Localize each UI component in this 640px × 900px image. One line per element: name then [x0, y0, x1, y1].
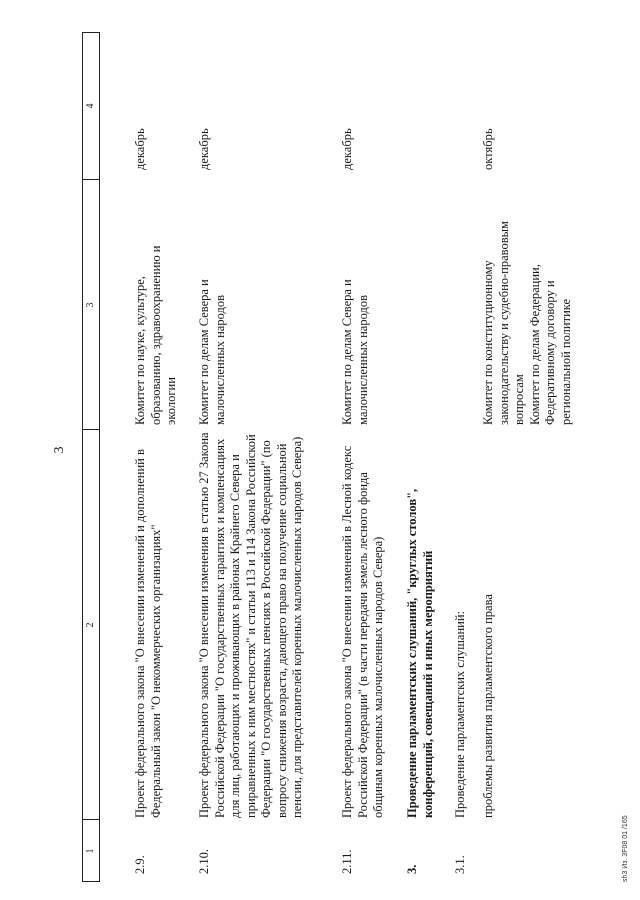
row-number: 2.10.	[197, 849, 211, 874]
table-row	[453, 0, 473, 900]
row-title: Проведение парламентских слушаний:	[453, 610, 467, 818]
row-committee: Комитет по конституционному законодательству и судебно-правовым вопросам Комитет по делам Федерации, Федеративному договору и региональной политике	[481, 221, 573, 425]
row-term: октябрь	[481, 128, 495, 170]
row-term: декабрь	[197, 128, 211, 170]
section-number: 3.	[405, 864, 419, 874]
row-title: проблемы развития парламентского права	[481, 594, 495, 818]
row-committee: Комитет по делам Севера и малочисленных народов	[197, 279, 227, 425]
row-committee: Комитет по науке, культуре, образованию, здравоохранению и экологии	[133, 245, 178, 425]
row-title: Проект федерального закона "О внесении изменений и дополнений в Федеральный закон "О некоммерческих организациях"	[133, 449, 163, 818]
header-col-4: 4	[85, 103, 96, 109]
page-number: 3	[52, 446, 67, 454]
row-term: декабрь	[340, 128, 354, 170]
footer-code: sh3 Из. 3F08 01 /165	[622, 815, 629, 882]
table-header	[82, 32, 100, 882]
row-number: 2.11.	[340, 849, 354, 874]
row-number: 2.9.	[133, 855, 147, 874]
header-col-3: 3	[85, 302, 96, 308]
row-committee: Комитет по делам Севера и малочисленных народов	[340, 279, 370, 425]
row-number: 3.1.	[453, 855, 467, 874]
header-col-2: 2	[85, 622, 96, 628]
table-row	[481, 0, 591, 900]
header-col-1: 1	[85, 848, 96, 854]
section-title: Проведение парламентских слушаний, "круглых столов", конференций, совещаний и иных мероприятий	[405, 488, 435, 818]
table-row	[340, 0, 390, 900]
section-row	[405, 0, 441, 900]
row-term: декабрь	[133, 128, 147, 170]
row-title: Проект федерального закона "О внесении изменения в статью 27 Закона Российской Федерации "О государственных гарантиях и компенсациях для лиц, работающих и проживающих в районах Крайнего Севера и приравненных к ним местностях" и статьи 113 и 114 Закона Российской Федерации "О государственных пенсиях в Российской Федерации" (по вопросу снижения возраста, дающего право на получение социальной пенсии, для представителей коренных малочисленных народов Севера)	[197, 432, 304, 818]
table-row	[197, 0, 327, 900]
row-title: Проект федерального закона "О внесении изменений в Лесной кодекс Российской Федерации" (в части передачи земель лесного фонда общинам коренных малочисленных народов Севера)	[340, 445, 385, 818]
table-row	[133, 0, 183, 900]
